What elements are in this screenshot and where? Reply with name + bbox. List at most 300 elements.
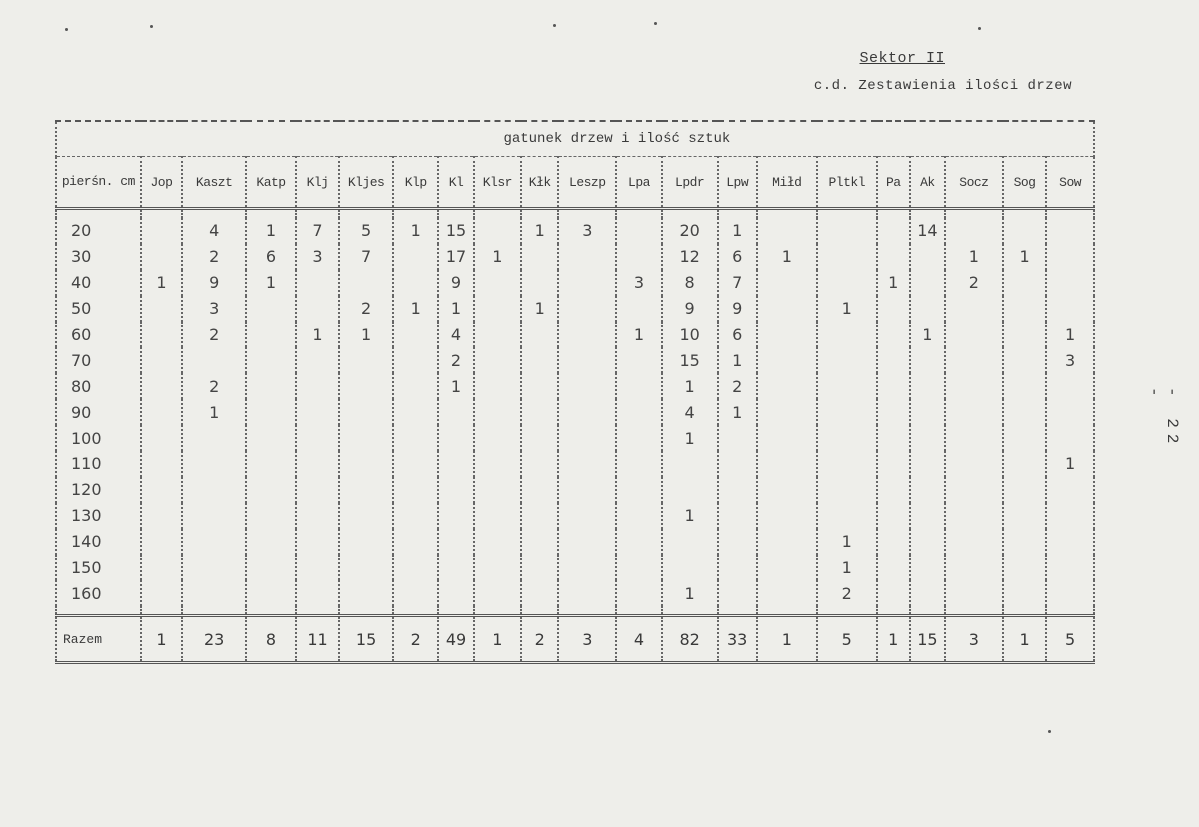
count-cell	[945, 580, 1003, 606]
column-header-ak: Ak	[910, 157, 945, 209]
ink-speck	[150, 25, 153, 28]
count-cell	[718, 425, 757, 451]
count-cell: 2	[339, 296, 393, 322]
count-cell	[558, 296, 616, 322]
count-cell	[339, 555, 393, 581]
count-cell	[393, 399, 438, 425]
count-cell	[877, 555, 910, 581]
count-cell	[910, 451, 945, 477]
count-cell	[877, 399, 910, 425]
spacer-cell	[296, 606, 339, 616]
table-row	[56, 477, 1094, 503]
diameter-cell: 160	[56, 580, 141, 606]
total-cell: 3	[558, 616, 616, 663]
count-cell	[521, 347, 558, 373]
spacer-cell	[182, 606, 246, 616]
table-row	[56, 244, 1094, 270]
count-cell: 1	[757, 244, 817, 270]
count-cell	[757, 218, 817, 244]
count-cell	[945, 529, 1003, 555]
count-cell	[393, 270, 438, 296]
count-cell	[616, 399, 661, 425]
count-cell: 1	[817, 529, 877, 555]
count-cell: 1	[182, 399, 246, 425]
count-cell: 9	[718, 296, 757, 322]
count-cell	[339, 451, 393, 477]
spacer-cell	[616, 209, 661, 219]
count-cell	[246, 580, 296, 606]
count-cell	[558, 580, 616, 606]
count-cell	[438, 477, 473, 503]
spacer-cell	[141, 209, 182, 219]
count-cell: 1	[438, 373, 473, 399]
spacer-cell	[616, 606, 661, 616]
count-cell	[393, 503, 438, 529]
count-cell	[521, 399, 558, 425]
spacer-cell	[817, 606, 877, 616]
count-cell	[246, 503, 296, 529]
count-cell	[817, 270, 877, 296]
count-cell: 4	[182, 218, 246, 244]
spacer-cell	[474, 606, 522, 616]
spacer-cell	[438, 209, 473, 219]
count-cell	[339, 580, 393, 606]
count-cell	[877, 529, 910, 555]
count-cell: 1	[817, 555, 877, 581]
count-cell	[877, 477, 910, 503]
count-cell: 9	[438, 270, 473, 296]
count-cell	[296, 373, 339, 399]
table-row	[56, 425, 1094, 451]
count-cell: 3	[182, 296, 246, 322]
count-cell: 2	[945, 270, 1003, 296]
count-cell	[757, 347, 817, 373]
count-cell	[718, 451, 757, 477]
table-row	[56, 373, 1094, 399]
count-cell: 2	[182, 322, 246, 348]
count-cell	[910, 347, 945, 373]
count-cell	[1046, 503, 1094, 529]
count-cell	[246, 425, 296, 451]
spacer-cell	[1003, 209, 1046, 219]
column-header-sow: Sow	[1046, 157, 1094, 209]
count-cell	[817, 425, 877, 451]
count-cell	[141, 399, 182, 425]
group-header-spacer	[56, 121, 141, 157]
count-cell	[1046, 244, 1094, 270]
count-cell	[1046, 529, 1094, 555]
count-cell	[438, 425, 473, 451]
count-cell	[438, 555, 473, 581]
count-cell	[296, 296, 339, 322]
spacer-cell	[718, 209, 757, 219]
count-cell: 6	[718, 244, 757, 270]
count-cell	[296, 451, 339, 477]
spacer-cell	[296, 209, 339, 219]
diameter-cell: 20	[56, 218, 141, 244]
table-row	[56, 555, 1094, 581]
diameter-cell: 40	[56, 270, 141, 296]
count-cell	[1003, 373, 1046, 399]
count-cell	[339, 529, 393, 555]
diameter-cell: 110	[56, 451, 141, 477]
count-cell	[910, 399, 945, 425]
count-cell	[558, 270, 616, 296]
table-row	[56, 322, 1094, 348]
ink-speck	[1048, 730, 1051, 733]
count-cell: 1	[662, 373, 718, 399]
count-cell	[1003, 529, 1046, 555]
spacer-row	[56, 606, 1094, 616]
count-cell	[339, 347, 393, 373]
spacer-cell	[339, 209, 393, 219]
count-cell	[558, 322, 616, 348]
page-number: - 22 -	[1145, 387, 1181, 450]
count-cell	[910, 270, 945, 296]
count-cell	[182, 529, 246, 555]
count-cell	[945, 451, 1003, 477]
count-cell	[246, 296, 296, 322]
spacer-cell	[393, 606, 438, 616]
count-cell	[474, 477, 522, 503]
spacer-cell	[56, 606, 141, 616]
spacer-cell	[558, 606, 616, 616]
count-cell: 15	[662, 347, 718, 373]
count-cell	[296, 529, 339, 555]
count-cell	[1046, 218, 1094, 244]
count-cell	[1003, 477, 1046, 503]
count-cell	[246, 347, 296, 373]
count-cell	[141, 322, 182, 348]
count-cell	[757, 580, 817, 606]
count-cell	[246, 322, 296, 348]
count-cell: 1	[246, 218, 296, 244]
spacer-cell	[521, 606, 558, 616]
tree-count-table	[55, 120, 1095, 664]
count-cell: 1	[438, 296, 473, 322]
spacer-row	[56, 209, 1094, 219]
count-cell	[246, 399, 296, 425]
count-cell	[474, 296, 522, 322]
table-row	[56, 296, 1094, 322]
count-cell	[141, 373, 182, 399]
count-cell	[474, 270, 522, 296]
count-cell	[141, 425, 182, 451]
count-cell	[521, 270, 558, 296]
count-cell	[296, 555, 339, 581]
count-cell	[757, 270, 817, 296]
count-cell	[910, 555, 945, 581]
count-cell	[910, 244, 945, 270]
column-header-socz: Socz	[945, 157, 1003, 209]
count-cell	[1046, 399, 1094, 425]
count-cell: 7	[718, 270, 757, 296]
count-cell: 9	[662, 296, 718, 322]
count-cell	[393, 451, 438, 477]
count-cell	[141, 451, 182, 477]
count-cell: 1	[393, 296, 438, 322]
count-cell: 4	[438, 322, 473, 348]
table-row	[56, 270, 1094, 296]
count-cell: 1	[718, 347, 757, 373]
count-cell: 1	[718, 218, 757, 244]
column-header-lpw: Lpw	[718, 157, 757, 209]
spacer-cell	[393, 209, 438, 219]
count-cell: 6	[718, 322, 757, 348]
count-cell	[1003, 347, 1046, 373]
count-cell	[616, 425, 661, 451]
count-cell	[877, 451, 910, 477]
count-cell: 2	[182, 373, 246, 399]
count-cell	[616, 555, 661, 581]
count-cell: 1	[339, 322, 393, 348]
count-cell	[438, 503, 473, 529]
count-cell: 1	[662, 503, 718, 529]
count-cell	[616, 218, 661, 244]
count-cell	[141, 477, 182, 503]
column-header-kaszt: Kaszt	[182, 157, 246, 209]
count-cell	[817, 451, 877, 477]
count-cell	[393, 477, 438, 503]
spacer-cell	[1003, 606, 1046, 616]
count-cell	[558, 503, 616, 529]
count-cell	[877, 218, 910, 244]
count-cell	[910, 477, 945, 503]
column-header-sog: Sog	[1003, 157, 1046, 209]
count-cell	[1046, 373, 1094, 399]
spacer-cell	[246, 606, 296, 616]
group-header: gatunek drzew i ilość sztuk	[141, 121, 1094, 157]
count-cell	[1046, 477, 1094, 503]
count-cell	[757, 373, 817, 399]
count-cell	[141, 580, 182, 606]
count-cell: 2	[438, 347, 473, 373]
count-cell	[474, 503, 522, 529]
count-cell	[141, 296, 182, 322]
count-cell	[757, 555, 817, 581]
count-cell	[616, 503, 661, 529]
count-cell	[945, 399, 1003, 425]
column-header-diameter: pierśn. cm	[56, 157, 141, 209]
count-cell: 7	[296, 218, 339, 244]
count-cell: 1	[521, 218, 558, 244]
spacer-cell	[662, 606, 718, 616]
count-cell: 1	[616, 322, 661, 348]
column-header-klj: Klj	[296, 157, 339, 209]
count-cell: 3	[616, 270, 661, 296]
count-cell	[910, 296, 945, 322]
count-cell	[438, 580, 473, 606]
count-cell	[141, 244, 182, 270]
count-cell: 1	[662, 580, 718, 606]
count-cell	[945, 322, 1003, 348]
total-cell: 2	[521, 616, 558, 663]
total-cell: 49	[438, 616, 473, 663]
spacer-cell	[817, 209, 877, 219]
total-cell: 8	[246, 616, 296, 663]
spacer-cell	[877, 606, 910, 616]
count-cell	[1046, 296, 1094, 322]
table-row	[56, 451, 1094, 477]
count-cell	[616, 296, 661, 322]
count-cell	[296, 425, 339, 451]
count-cell: 1	[521, 296, 558, 322]
count-cell	[393, 347, 438, 373]
count-cell	[910, 580, 945, 606]
count-cell	[339, 270, 393, 296]
count-cell	[945, 218, 1003, 244]
count-cell	[558, 477, 616, 503]
count-cell	[877, 322, 910, 348]
total-cell: 15	[910, 616, 945, 663]
column-header-jop: Jop	[141, 157, 182, 209]
total-cell: 5	[817, 616, 877, 663]
diameter-cell: 80	[56, 373, 141, 399]
count-cell	[182, 555, 246, 581]
spacer-cell	[56, 209, 141, 219]
diameter-cell: 60	[56, 322, 141, 348]
sector-title: Sektor II	[859, 50, 945, 67]
count-cell	[757, 503, 817, 529]
count-cell	[1003, 425, 1046, 451]
count-cell: 1	[1046, 322, 1094, 348]
count-cell	[757, 296, 817, 322]
diameter-cell: 30	[56, 244, 141, 270]
count-cell	[474, 322, 522, 348]
table-row	[56, 503, 1094, 529]
count-cell: 3	[1046, 347, 1094, 373]
count-cell	[141, 503, 182, 529]
count-cell: 5	[339, 218, 393, 244]
count-cell	[757, 322, 817, 348]
count-cell	[521, 580, 558, 606]
total-cell: 4	[616, 616, 661, 663]
count-cell	[182, 477, 246, 503]
count-cell: 1	[296, 322, 339, 348]
column-header-lpa: Lpa	[616, 157, 661, 209]
column-header-pltkl: Pltkl	[817, 157, 877, 209]
count-cell: 10	[662, 322, 718, 348]
count-cell: 15	[438, 218, 473, 244]
count-cell	[141, 555, 182, 581]
count-cell	[521, 425, 558, 451]
count-cell	[182, 347, 246, 373]
column-header-klp: Klp	[393, 157, 438, 209]
count-cell	[521, 322, 558, 348]
count-cell: 17	[438, 244, 473, 270]
count-cell	[521, 555, 558, 581]
count-cell: 2	[182, 244, 246, 270]
count-cell	[521, 451, 558, 477]
count-cell	[877, 296, 910, 322]
count-cell	[1046, 425, 1094, 451]
count-cell	[817, 477, 877, 503]
count-cell	[393, 580, 438, 606]
count-cell	[521, 244, 558, 270]
count-cell: 1	[877, 270, 910, 296]
diameter-cell: 90	[56, 399, 141, 425]
count-cell	[718, 580, 757, 606]
group-header-row	[56, 121, 1094, 157]
count-cell	[474, 529, 522, 555]
count-cell	[877, 425, 910, 451]
count-cell	[182, 425, 246, 451]
count-cell	[910, 425, 945, 451]
table-row	[56, 399, 1094, 425]
count-cell	[945, 425, 1003, 451]
column-header-kljes: Kljes	[339, 157, 393, 209]
count-cell	[662, 477, 718, 503]
count-cell: 1	[817, 296, 877, 322]
spacer-cell	[662, 209, 718, 219]
spacer-cell	[718, 606, 757, 616]
ink-speck	[553, 24, 556, 27]
count-cell	[817, 503, 877, 529]
spacer-cell	[182, 209, 246, 219]
count-cell: 7	[339, 244, 393, 270]
column-header-row	[56, 157, 1094, 209]
count-cell: 1	[141, 270, 182, 296]
diameter-cell: 100	[56, 425, 141, 451]
totals-row	[56, 616, 1094, 663]
count-cell	[393, 244, 438, 270]
count-cell	[1003, 399, 1046, 425]
count-cell	[246, 555, 296, 581]
count-cell: 1	[246, 270, 296, 296]
count-cell	[339, 399, 393, 425]
count-cell	[558, 425, 616, 451]
count-cell	[474, 373, 522, 399]
count-cell: 14	[910, 218, 945, 244]
count-cell: 1	[662, 425, 718, 451]
total-cell: 3	[945, 616, 1003, 663]
count-cell	[945, 296, 1003, 322]
count-cell	[1003, 270, 1046, 296]
count-cell	[662, 529, 718, 555]
count-cell: 20	[662, 218, 718, 244]
count-cell	[757, 399, 817, 425]
count-cell	[296, 347, 339, 373]
total-cell: 1	[877, 616, 910, 663]
count-cell	[757, 477, 817, 503]
total-cell: 5	[1046, 616, 1094, 663]
count-cell: 1	[718, 399, 757, 425]
count-cell	[296, 580, 339, 606]
count-cell	[558, 399, 616, 425]
total-cell: 1	[141, 616, 182, 663]
diameter-cell: 120	[56, 477, 141, 503]
spacer-cell	[558, 209, 616, 219]
count-cell	[945, 373, 1003, 399]
count-cell	[757, 425, 817, 451]
count-cell: 2	[718, 373, 757, 399]
count-cell	[945, 347, 1003, 373]
count-cell	[558, 244, 616, 270]
count-cell	[718, 555, 757, 581]
count-cell	[474, 425, 522, 451]
total-cell: 2	[393, 616, 438, 663]
total-cell: 11	[296, 616, 339, 663]
count-cell: 1	[910, 322, 945, 348]
count-cell	[521, 503, 558, 529]
count-cell	[393, 529, 438, 555]
count-cell	[393, 373, 438, 399]
count-cell	[339, 503, 393, 529]
count-cell	[1046, 270, 1094, 296]
total-cell: 33	[718, 616, 757, 663]
total-cell: 82	[662, 616, 718, 663]
table-row	[56, 218, 1094, 244]
